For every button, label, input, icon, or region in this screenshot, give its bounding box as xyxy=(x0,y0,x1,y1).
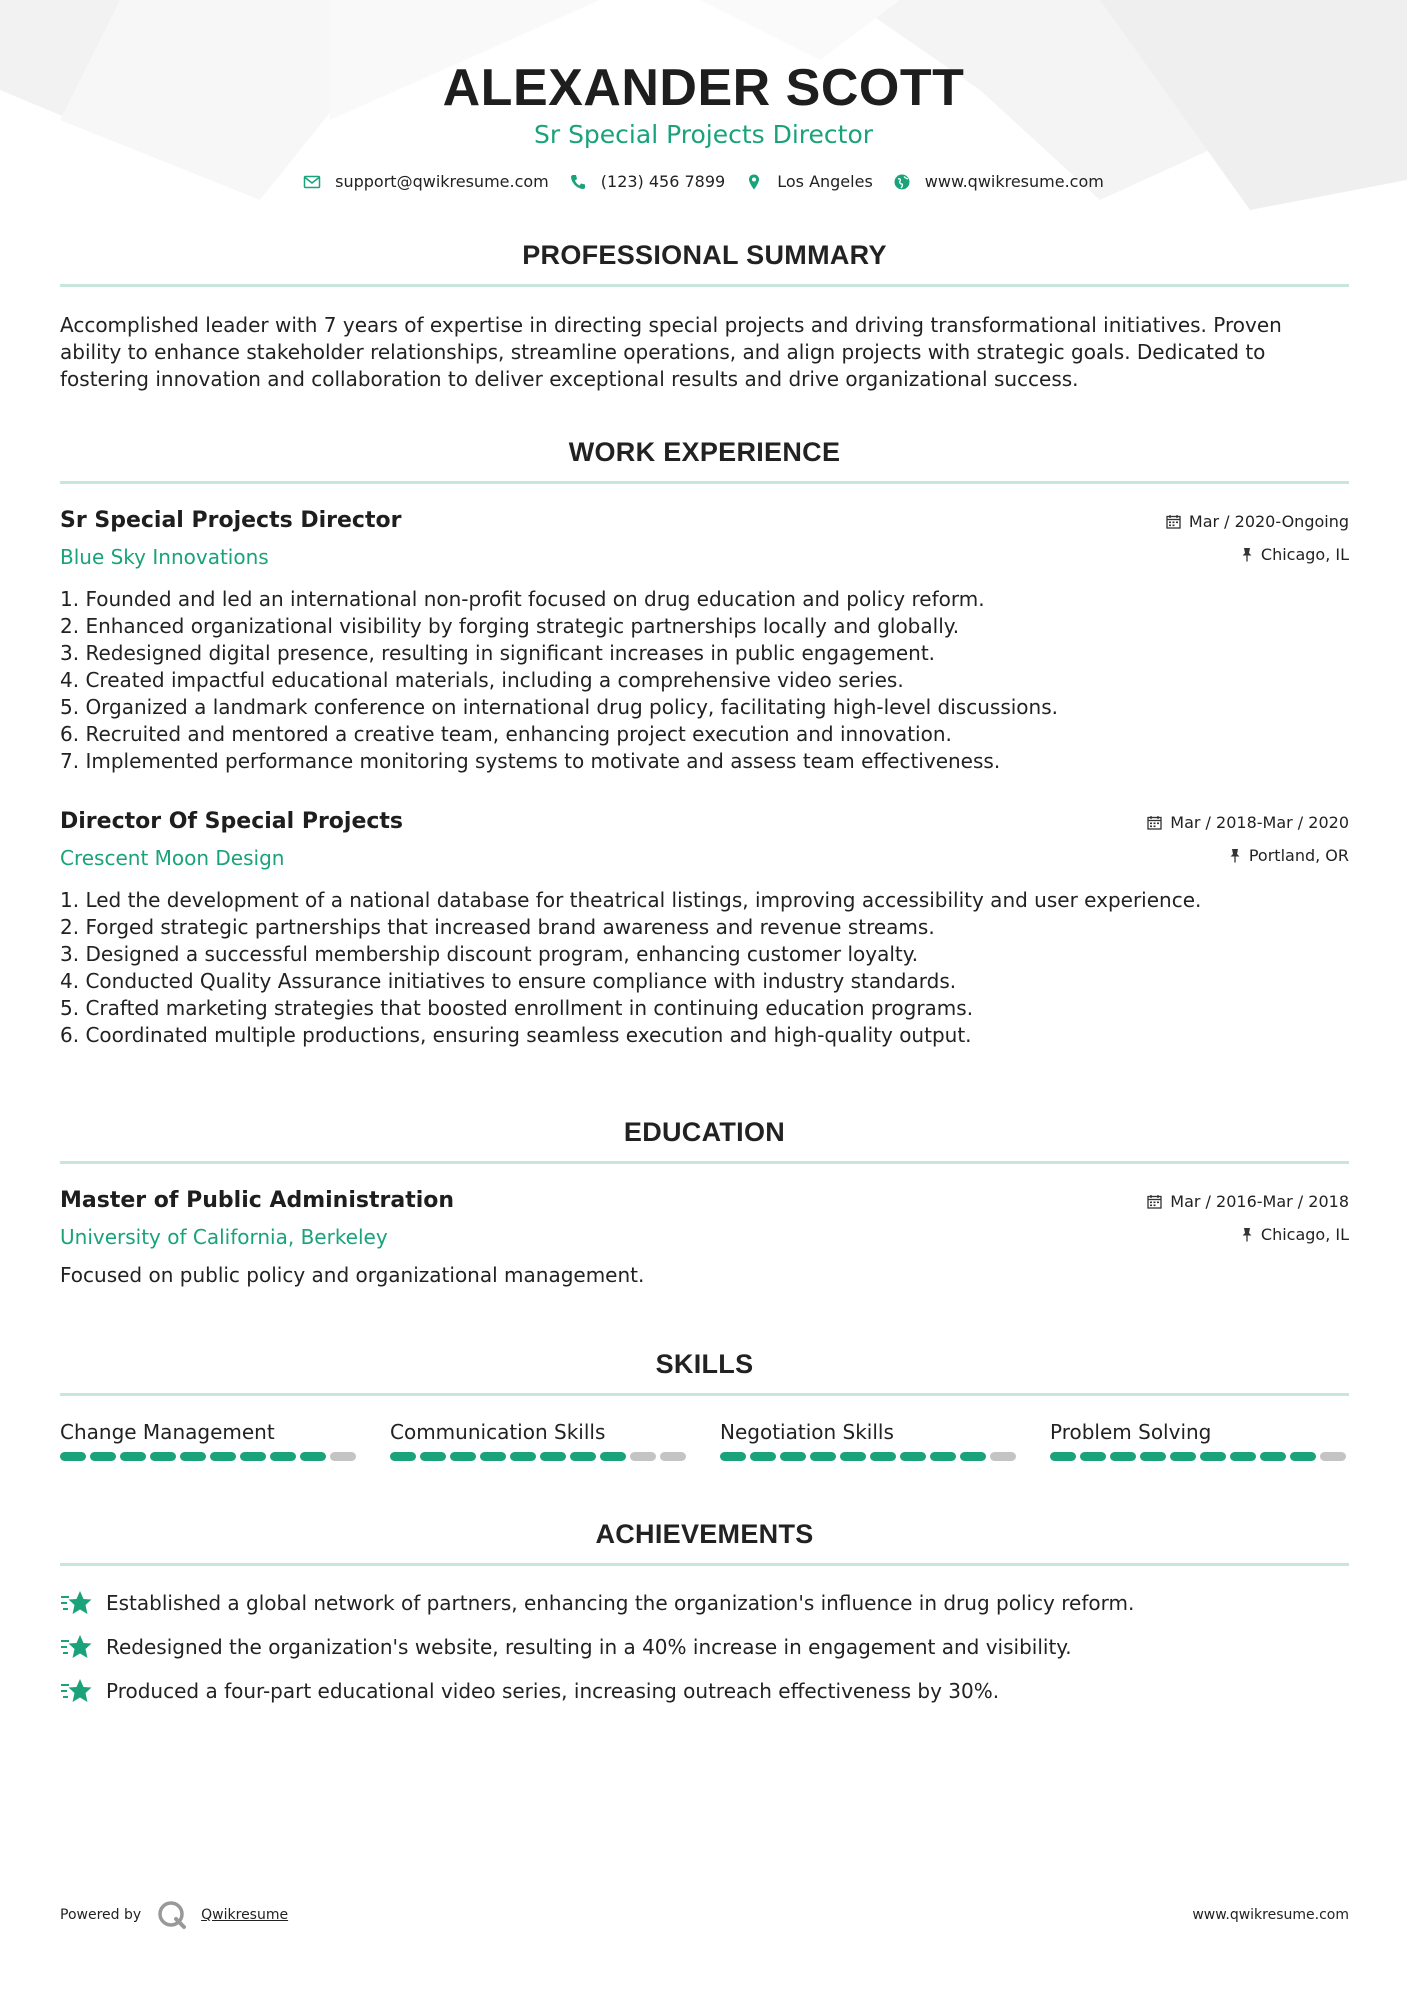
list-item: 4. Conducted Quality Assurance initiatives to ensure compliance with industry standards. xyxy=(60,969,957,993)
calendar-icon xyxy=(1147,1194,1162,1209)
education-heading: EDUCATION xyxy=(623,1117,786,1147)
skill-segment-filled xyxy=(840,1452,866,1461)
skill-segment-filled xyxy=(870,1452,896,1461)
skill-segment-empty xyxy=(330,1452,356,1461)
location-text: Los Angeles xyxy=(777,172,873,191)
achievement-text: Redesigned the organization's website, resulting in a 40% increase in engagement and visibility. xyxy=(106,1635,1072,1659)
education-location xyxy=(1241,1225,1349,1244)
list-item: 7. Implemented performance monitoring systems to motivate and assess team effectiveness. xyxy=(60,749,1001,773)
list-item: 5. Organized a landmark conference on international drug policy, facilitating high-level discussions. xyxy=(60,695,1058,719)
skill-segment-filled xyxy=(300,1452,326,1461)
skill-rating-bar xyxy=(60,1452,360,1461)
skill-segment-filled xyxy=(1140,1452,1166,1461)
skill-segment-filled xyxy=(960,1452,986,1461)
job-title: Director Of Special Projects xyxy=(60,809,404,834)
achievement-item xyxy=(60,1589,1349,1617)
achievement-item xyxy=(60,1677,1349,1705)
list-item: 2. Enhanced organizational visibility by forging strategic partnerships locally and globally. xyxy=(60,614,960,638)
list-item: 5. Crafted marketing strategies that boosted enrollment in continuing education programs. xyxy=(60,996,974,1020)
skill-item xyxy=(390,1420,690,1461)
job-location xyxy=(1241,545,1349,564)
candidate-title: Sr Special Projects Director xyxy=(533,120,874,149)
skill-segment-filled xyxy=(540,1452,566,1461)
pushpin-icon xyxy=(1241,1227,1253,1242)
skill-segment-filled xyxy=(900,1452,926,1461)
job-entry xyxy=(60,508,1349,778)
education-divider xyxy=(60,1161,1349,1164)
powered-by-label: Powered by xyxy=(60,1907,142,1923)
skill-segment-filled xyxy=(60,1452,86,1461)
list-item: 3. Designed a successful membership discount program, enhancing customer loyalty. xyxy=(60,942,919,966)
skill-rating-bar xyxy=(720,1452,1020,1461)
list-item: 1. Led the development of a national database for theatrical listings, improving accessibility and user experience. xyxy=(60,888,1202,912)
list-item: 1. Founded and led an international non-profit focused on drug education and policy reform. xyxy=(60,587,985,611)
candidate-name: ALEXANDER SCOTT xyxy=(442,59,965,117)
summary-line: fostering innovation and collaboration to deliver exceptional results and drive organizational success. xyxy=(60,367,1079,391)
education-description: Focused on public policy and organizational management. xyxy=(60,1263,645,1287)
skills-heading: SKILLS xyxy=(655,1349,754,1379)
skill-segment-filled xyxy=(480,1452,506,1461)
star-icon xyxy=(60,1677,92,1705)
skill-segment-filled xyxy=(1200,1452,1226,1461)
skill-segment-filled xyxy=(810,1452,836,1461)
skill-segment-empty xyxy=(630,1452,656,1461)
skill-name: Change Management xyxy=(60,1420,275,1444)
job-location-text: Portland, OR xyxy=(1248,846,1349,865)
education-date xyxy=(1147,1192,1349,1211)
skill-segment-filled xyxy=(90,1452,116,1461)
contact-phone[interactable] xyxy=(569,172,725,191)
job-bullets xyxy=(60,586,1058,775)
pushpin-icon xyxy=(1241,547,1253,562)
contact-bar xyxy=(0,172,1407,191)
calendar-icon xyxy=(1166,514,1181,529)
star-icon xyxy=(60,1589,92,1617)
qwikresume-link[interactable]: Qwikresume xyxy=(201,1907,289,1923)
qwikresume-logo-icon xyxy=(157,1900,187,1930)
phone-icon xyxy=(569,173,587,191)
email-text: support@qwikresume.com xyxy=(335,172,549,191)
summary-heading: PROFESSIONAL SUMMARY xyxy=(522,240,887,270)
degree-title: Master of Public Administration xyxy=(60,1188,455,1213)
skill-segment-filled xyxy=(1050,1452,1076,1461)
pushpin-icon xyxy=(1229,848,1241,863)
contact-email[interactable] xyxy=(303,172,549,191)
experience-divider xyxy=(60,481,1349,484)
skill-item xyxy=(1050,1420,1350,1461)
skill-segment-filled xyxy=(150,1452,176,1461)
skill-item xyxy=(720,1420,1020,1461)
skill-rating-bar xyxy=(390,1452,690,1461)
summary-line: Accomplished leader with 7 years of expertise in directing special projects and driving transformational initiatives. Proven xyxy=(60,313,1282,337)
job-entry xyxy=(60,809,1349,1054)
contact-location xyxy=(745,172,873,191)
skill-item xyxy=(60,1420,360,1461)
education-entry xyxy=(60,1188,1349,1298)
footer-website[interactable]: www.qwikresume.com xyxy=(1192,1907,1349,1923)
skill-segment-filled xyxy=(600,1452,626,1461)
job-company: Blue Sky Innovations xyxy=(60,545,269,569)
skill-segment-empty xyxy=(1320,1452,1346,1461)
map-pin-icon xyxy=(745,173,763,191)
skill-segment-filled xyxy=(930,1452,956,1461)
contact-website[interactable] xyxy=(893,172,1104,191)
education-location-text: Chicago, IL xyxy=(1260,1225,1349,1244)
skill-segment-filled xyxy=(420,1452,446,1461)
summary-divider xyxy=(60,284,1349,287)
skill-segment-filled xyxy=(210,1452,236,1461)
skill-name: Problem Solving xyxy=(1050,1420,1212,1444)
list-item: 6. Coordinated multiple productions, ensuring seamless execution and high-quality output. xyxy=(60,1023,972,1047)
job-bullets xyxy=(60,887,1201,1049)
education-date-text: Mar / 2016-Mar / 2018 xyxy=(1170,1192,1349,1211)
skill-segment-filled xyxy=(240,1452,266,1461)
skill-segment-filled xyxy=(1290,1452,1316,1461)
globe-icon xyxy=(893,173,911,191)
skill-segment-filled xyxy=(450,1452,476,1461)
skill-rating-bar xyxy=(1050,1452,1350,1461)
skill-segment-filled xyxy=(510,1452,536,1461)
skills-list xyxy=(60,1420,1349,1461)
skill-segment-filled xyxy=(390,1452,416,1461)
skill-segment-filled xyxy=(1230,1452,1256,1461)
school-name: University of California, Berkeley xyxy=(60,1225,388,1249)
skill-segment-filled xyxy=(1170,1452,1196,1461)
job-date xyxy=(1147,813,1349,832)
job-location xyxy=(1229,846,1349,865)
achievement-item xyxy=(60,1633,1349,1661)
achievement-text: Produced a four-part educational video series, increasing outreach effectiveness by 30%. xyxy=(106,1679,1000,1703)
summary-text xyxy=(60,312,1349,393)
skill-segment-filled xyxy=(1110,1452,1136,1461)
footer-powered-by xyxy=(60,1900,288,1930)
job-title: Sr Special Projects Director xyxy=(60,508,402,533)
skill-segment-filled xyxy=(720,1452,746,1461)
job-location-text: Chicago, IL xyxy=(1260,545,1349,564)
job-date xyxy=(1166,512,1349,531)
calendar-icon xyxy=(1147,815,1162,830)
list-item: 6. Recruited and mentored a creative team, enhancing project execution and innovation. xyxy=(60,722,952,746)
list-item: 3. Redesigned digital presence, resulting in significant increases in public engagement. xyxy=(60,641,936,665)
skill-segment-filled xyxy=(120,1452,146,1461)
skill-segment-filled xyxy=(1260,1452,1286,1461)
envelope-icon xyxy=(303,173,321,191)
job-company: Crescent Moon Design xyxy=(60,846,285,870)
website-text: www.qwikresume.com xyxy=(924,172,1104,191)
achievements-divider xyxy=(60,1563,1349,1566)
skill-segment-filled xyxy=(270,1452,296,1461)
skill-segment-filled xyxy=(750,1452,776,1461)
skill-name: Communication Skills xyxy=(390,1420,606,1444)
job-date-text: Mar / 2020-Ongoing xyxy=(1188,512,1349,531)
skill-segment-filled xyxy=(780,1452,806,1461)
list-item: 2. Forged strategic partnerships that increased brand awareness and revenue streams. xyxy=(60,915,935,939)
skill-segment-filled xyxy=(570,1452,596,1461)
skill-name: Negotiation Skills xyxy=(720,1420,894,1444)
skills-divider xyxy=(60,1393,1349,1396)
skill-segment-filled xyxy=(180,1452,206,1461)
summary-line: ability to enhance stakeholder relationships, streamline operations, and align projects with strategic goals. Dedicated to xyxy=(60,340,1266,364)
job-date-text: Mar / 2018-Mar / 2020 xyxy=(1170,813,1349,832)
skill-segment-filled xyxy=(1080,1452,1106,1461)
achievement-text: Established a global network of partners, enhancing the organization's influence in drug policy reform. xyxy=(106,1591,1135,1615)
skill-segment-empty xyxy=(660,1452,686,1461)
experience-heading: WORK EXPERIENCE xyxy=(568,437,841,467)
phone-text: (123) 456 7899 xyxy=(600,172,726,191)
list-item: 4. Created impactful educational materials, including a comprehensive video series. xyxy=(60,668,904,692)
achievements-heading: ACHIEVEMENTS xyxy=(595,1519,814,1549)
skill-segment-empty xyxy=(990,1452,1016,1461)
star-icon xyxy=(60,1633,92,1661)
